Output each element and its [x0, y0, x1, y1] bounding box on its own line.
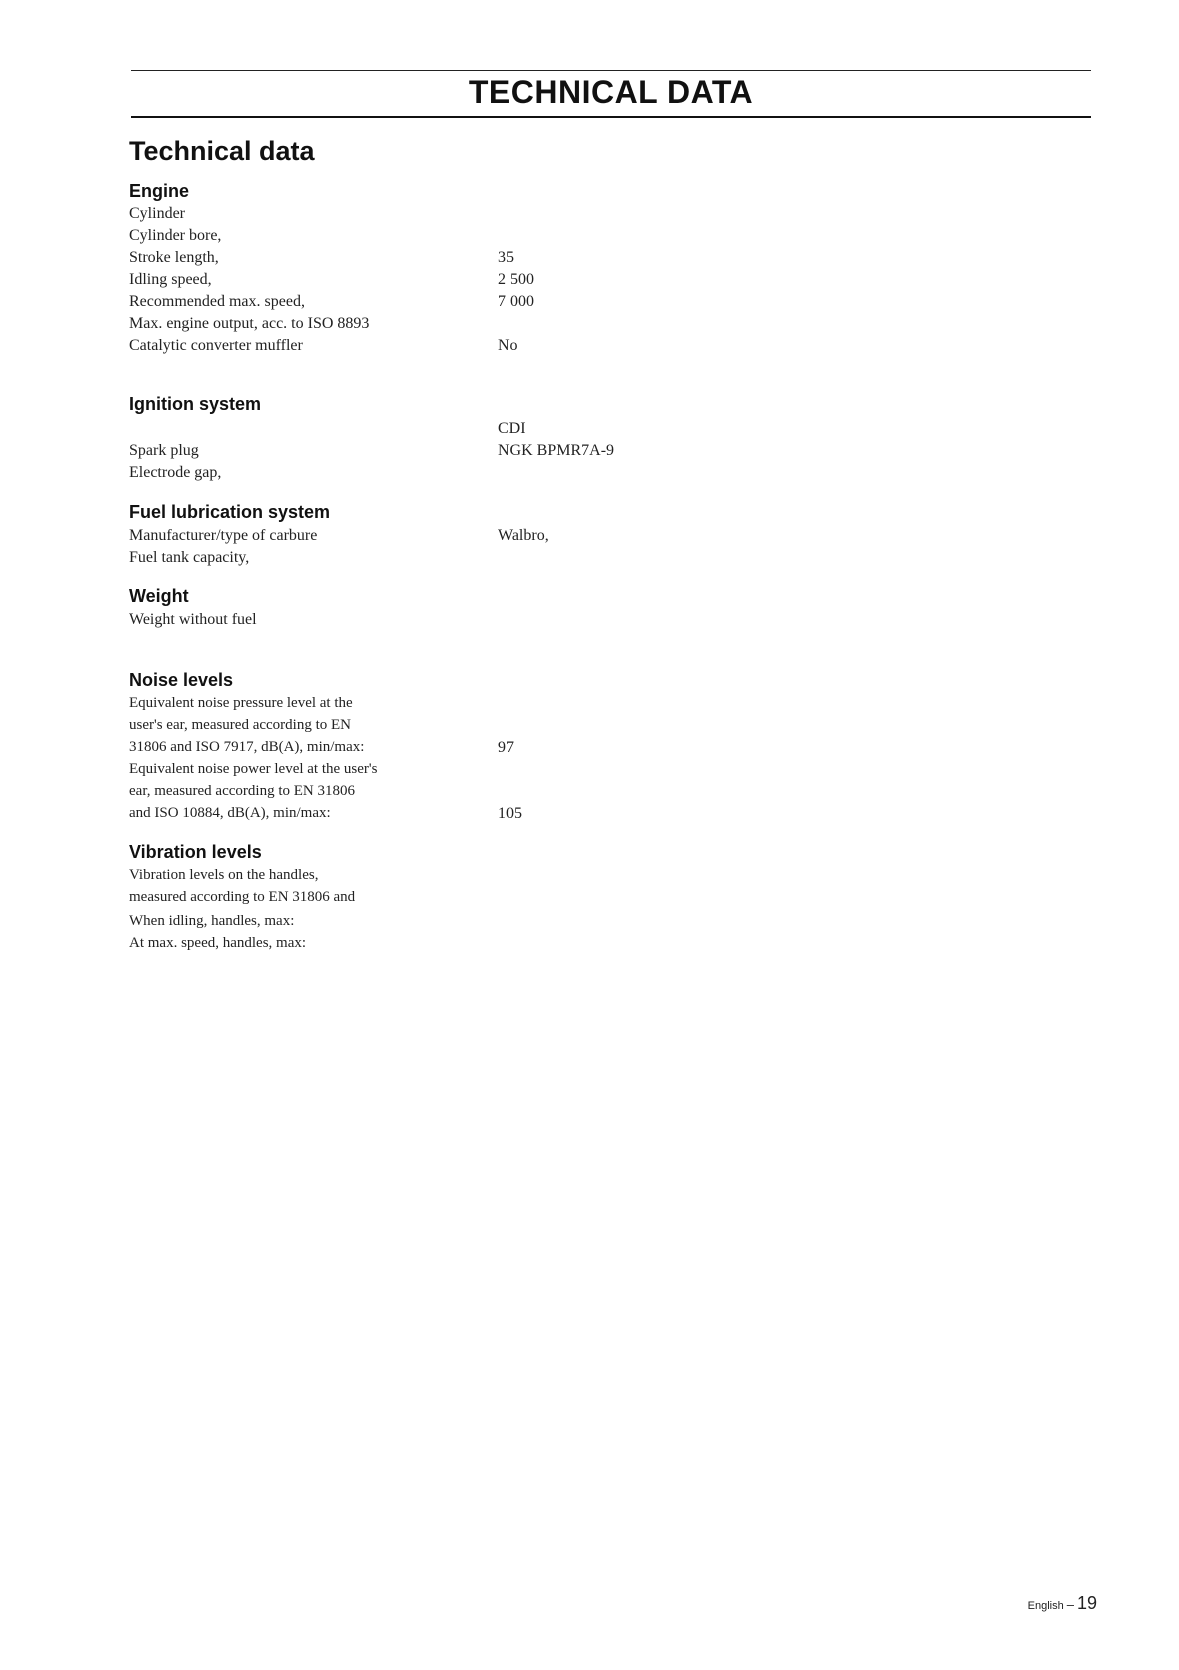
engine-value-stroke: 35	[498, 249, 514, 266]
engine-label-stroke: Stroke length,	[129, 249, 219, 266]
engine-value-idling: 2 500	[498, 271, 534, 288]
page-number: 19	[1076, 1593, 1097, 1613]
footer-separator: –	[1066, 1597, 1074, 1612]
noise-power-value: 105	[498, 805, 522, 822]
vibration-heading: Vibration levels	[129, 842, 262, 862]
engine-label-max-speed: Recommended max. speed,	[129, 293, 305, 310]
engine-heading: Engine	[129, 181, 190, 201]
page-footer	[1028, 1593, 1097, 1614]
page-header	[131, 70, 1091, 118]
ignition-value-spark-plug: NGK BPMR7A-9	[498, 442, 615, 459]
fuel-label-carburettor: Manufacturer/type of carbure	[129, 527, 318, 544]
noise-heading: Noise levels	[129, 670, 234, 690]
weight-label-without-fuel: Weight without fuel	[129, 611, 257, 628]
fuel-label-tank: Fuel tank capacity,	[129, 549, 250, 566]
engine-label-bore: Cylinder bore,	[129, 227, 222, 244]
noise-line: ear, measured according to EN 31806	[129, 783, 355, 799]
weight-heading: Weight	[129, 586, 189, 606]
engine-value-max-speed: 7 000	[498, 293, 534, 310]
page-title: Technical data	[129, 136, 315, 166]
header-title: TECHNICAL DATA	[468, 74, 754, 110]
ignition-label-electrode-gap: Electrode gap,	[129, 464, 222, 481]
noise-line: 31806 and ISO 7917, dB(A), min/max:	[129, 739, 365, 755]
noise-pressure-value: 97	[498, 739, 514, 756]
vibration-line: measured according to EN 31806 and	[129, 889, 356, 905]
engine-label-idling: Idling speed,	[129, 271, 212, 288]
ignition-system-value: CDI	[498, 420, 526, 437]
fuel-heading: Fuel lubrication system	[129, 502, 331, 522]
vibration-line: At max. speed, handles, max:	[129, 935, 307, 951]
footer-language: English	[1027, 1600, 1064, 1612]
vibration-line: Vibration levels on the handles,	[129, 867, 319, 883]
engine-label-catalytic: Catalytic converter muffler	[129, 337, 303, 354]
header-top-rule	[131, 70, 1091, 71]
noise-line: Equivalent noise power level at the user's	[129, 761, 378, 777]
engine-label-output: Max. engine output, acc. to ISO 8893	[129, 315, 370, 332]
noise-line: user's ear, measured according to EN	[129, 717, 352, 733]
vibration-line: When idling, handles, max:	[129, 913, 295, 929]
engine-label-cylinder: Cylinder	[129, 205, 185, 222]
noise-line: Equivalent noise pressure level at the	[129, 695, 353, 711]
engine-value-catalytic: No	[498, 337, 518, 354]
header-bottom-rule	[131, 116, 1091, 118]
noise-line: and ISO 10884, dB(A), min/max:	[129, 805, 331, 821]
fuel-value-carburettor: Walbro,	[498, 527, 549, 544]
ignition-label-spark-plug: Spark plug	[129, 442, 199, 459]
ignition-heading: Ignition system	[129, 394, 262, 414]
